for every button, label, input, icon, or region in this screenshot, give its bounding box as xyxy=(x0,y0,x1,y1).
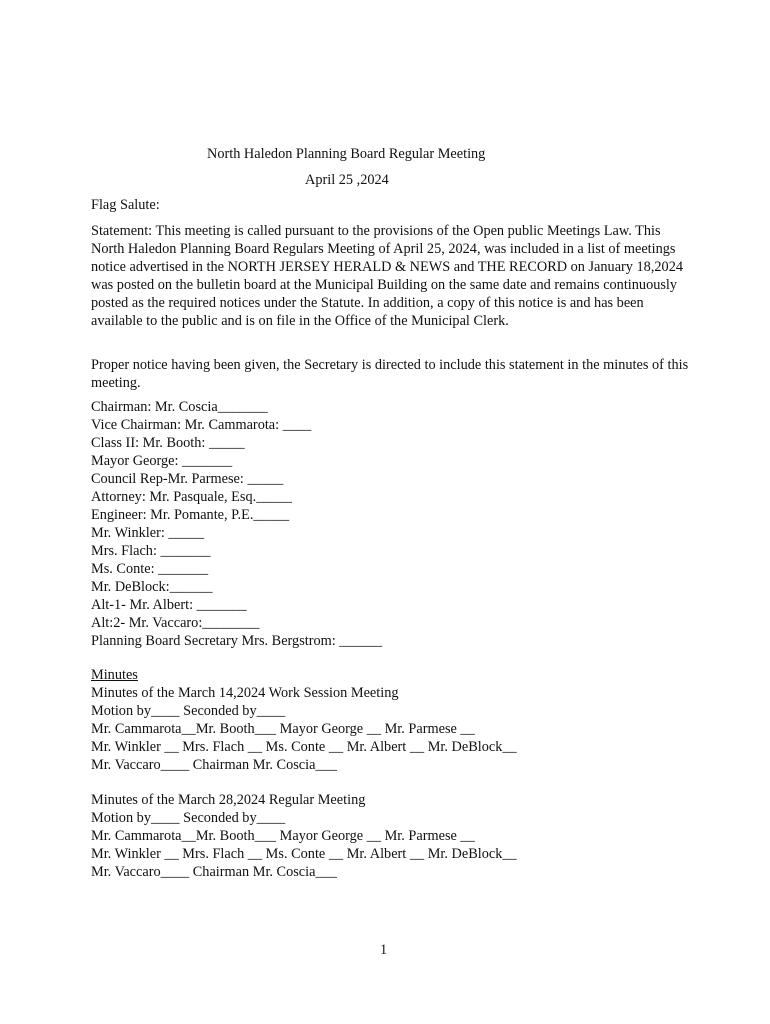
statement-paragraph: Statement: This meeting is called pursuant to the provisions of the Open public Meetings Law. This North Haledon Planning Board Regulars Meeting of April 25, 2024, was included in a list of meetings notice advertised in the NORTH JERSEY HERALD & NEWS and THE RECORD on January 18,2024 was posted on the bulletin board at the Municipal Building on the same date and remains continuously posted as the required notices under the Statute. In addition, a copy of this notice is and has been available to the public and is on file in the Office of the Municipal Clerk. xyxy=(91,223,683,329)
page-number: 1 xyxy=(380,942,388,958)
roll-call-item: Mr. DeBlock:______ xyxy=(91,579,213,595)
minutes-item-title: Minutes of the March 14,2024 Work Session Meeting xyxy=(91,685,399,701)
vote-line: Mr. Vaccaro____ Chairman Mr. Coscia___ xyxy=(91,757,337,773)
roll-call-item: Alt-1- Mr. Albert: _______ xyxy=(91,597,247,613)
roll-call-item: Mr. Winkler: _____ xyxy=(91,525,205,541)
meeting-date: April 25 ,2024 xyxy=(305,172,389,188)
flag-salute: Flag Salute: xyxy=(91,197,160,213)
roll-call-item: Mayor George: _______ xyxy=(91,453,233,469)
roll-call-item: Council Rep-Mr. Parmese: _____ xyxy=(91,471,284,487)
vote-line: Mr. Cammarota__Mr. Booth___ Mayor George __ Mr. Parmese __ xyxy=(91,721,475,737)
roll-call-item: Ms. Conte: _______ xyxy=(91,561,209,577)
vote-line: Mr. Cammarota__Mr. Booth___ Mayor George __ Mr. Parmese __ xyxy=(91,828,475,844)
roll-call-item: Vice Chairman: Mr. Cammarota: ____ xyxy=(91,417,312,433)
roll-call-item: Mrs. Flach: _______ xyxy=(91,543,211,559)
roll-call-item: Attorney: Mr. Pasquale, Esq._____ xyxy=(91,489,292,505)
document-title: North Haledon Planning Board Regular Meeting xyxy=(207,146,486,162)
roll-call-item: Engineer: Mr. Pomante, P.E._____ xyxy=(91,507,290,523)
minutes-heading: Minutes xyxy=(91,667,138,683)
vote-line: Mr. Winkler __ Mrs. Flach __ Ms. Conte __ Mr. Albert __ Mr. DeBlock__ xyxy=(91,739,517,755)
proper-notice-paragraph: Proper notice having been given, the Secretary is directed to include this statement in the minutes of this meeting. xyxy=(91,357,689,391)
motion-line: Motion by____ Seconded by____ xyxy=(91,703,286,719)
motion-line: Motion by____ Seconded by____ xyxy=(91,810,286,826)
roll-call-item: Alt:2- Mr. Vaccaro:________ xyxy=(91,615,260,631)
roll-call-item: Class II: Mr. Booth: _____ xyxy=(91,435,245,451)
roll-call-item: Planning Board Secretary Mrs. Bergstrom: ______ xyxy=(91,633,383,649)
minutes-item-title: Minutes of the March 28,2024 Regular Meeting xyxy=(91,792,366,808)
vote-line: Mr. Winkler __ Mrs. Flach __ Ms. Conte __ Mr. Albert __ Mr. DeBlock__ xyxy=(91,846,517,862)
roll-call-item: Chairman: Mr. Coscia_______ xyxy=(91,399,268,415)
vote-line: Mr. Vaccaro____ Chairman Mr. Coscia___ xyxy=(91,864,337,880)
